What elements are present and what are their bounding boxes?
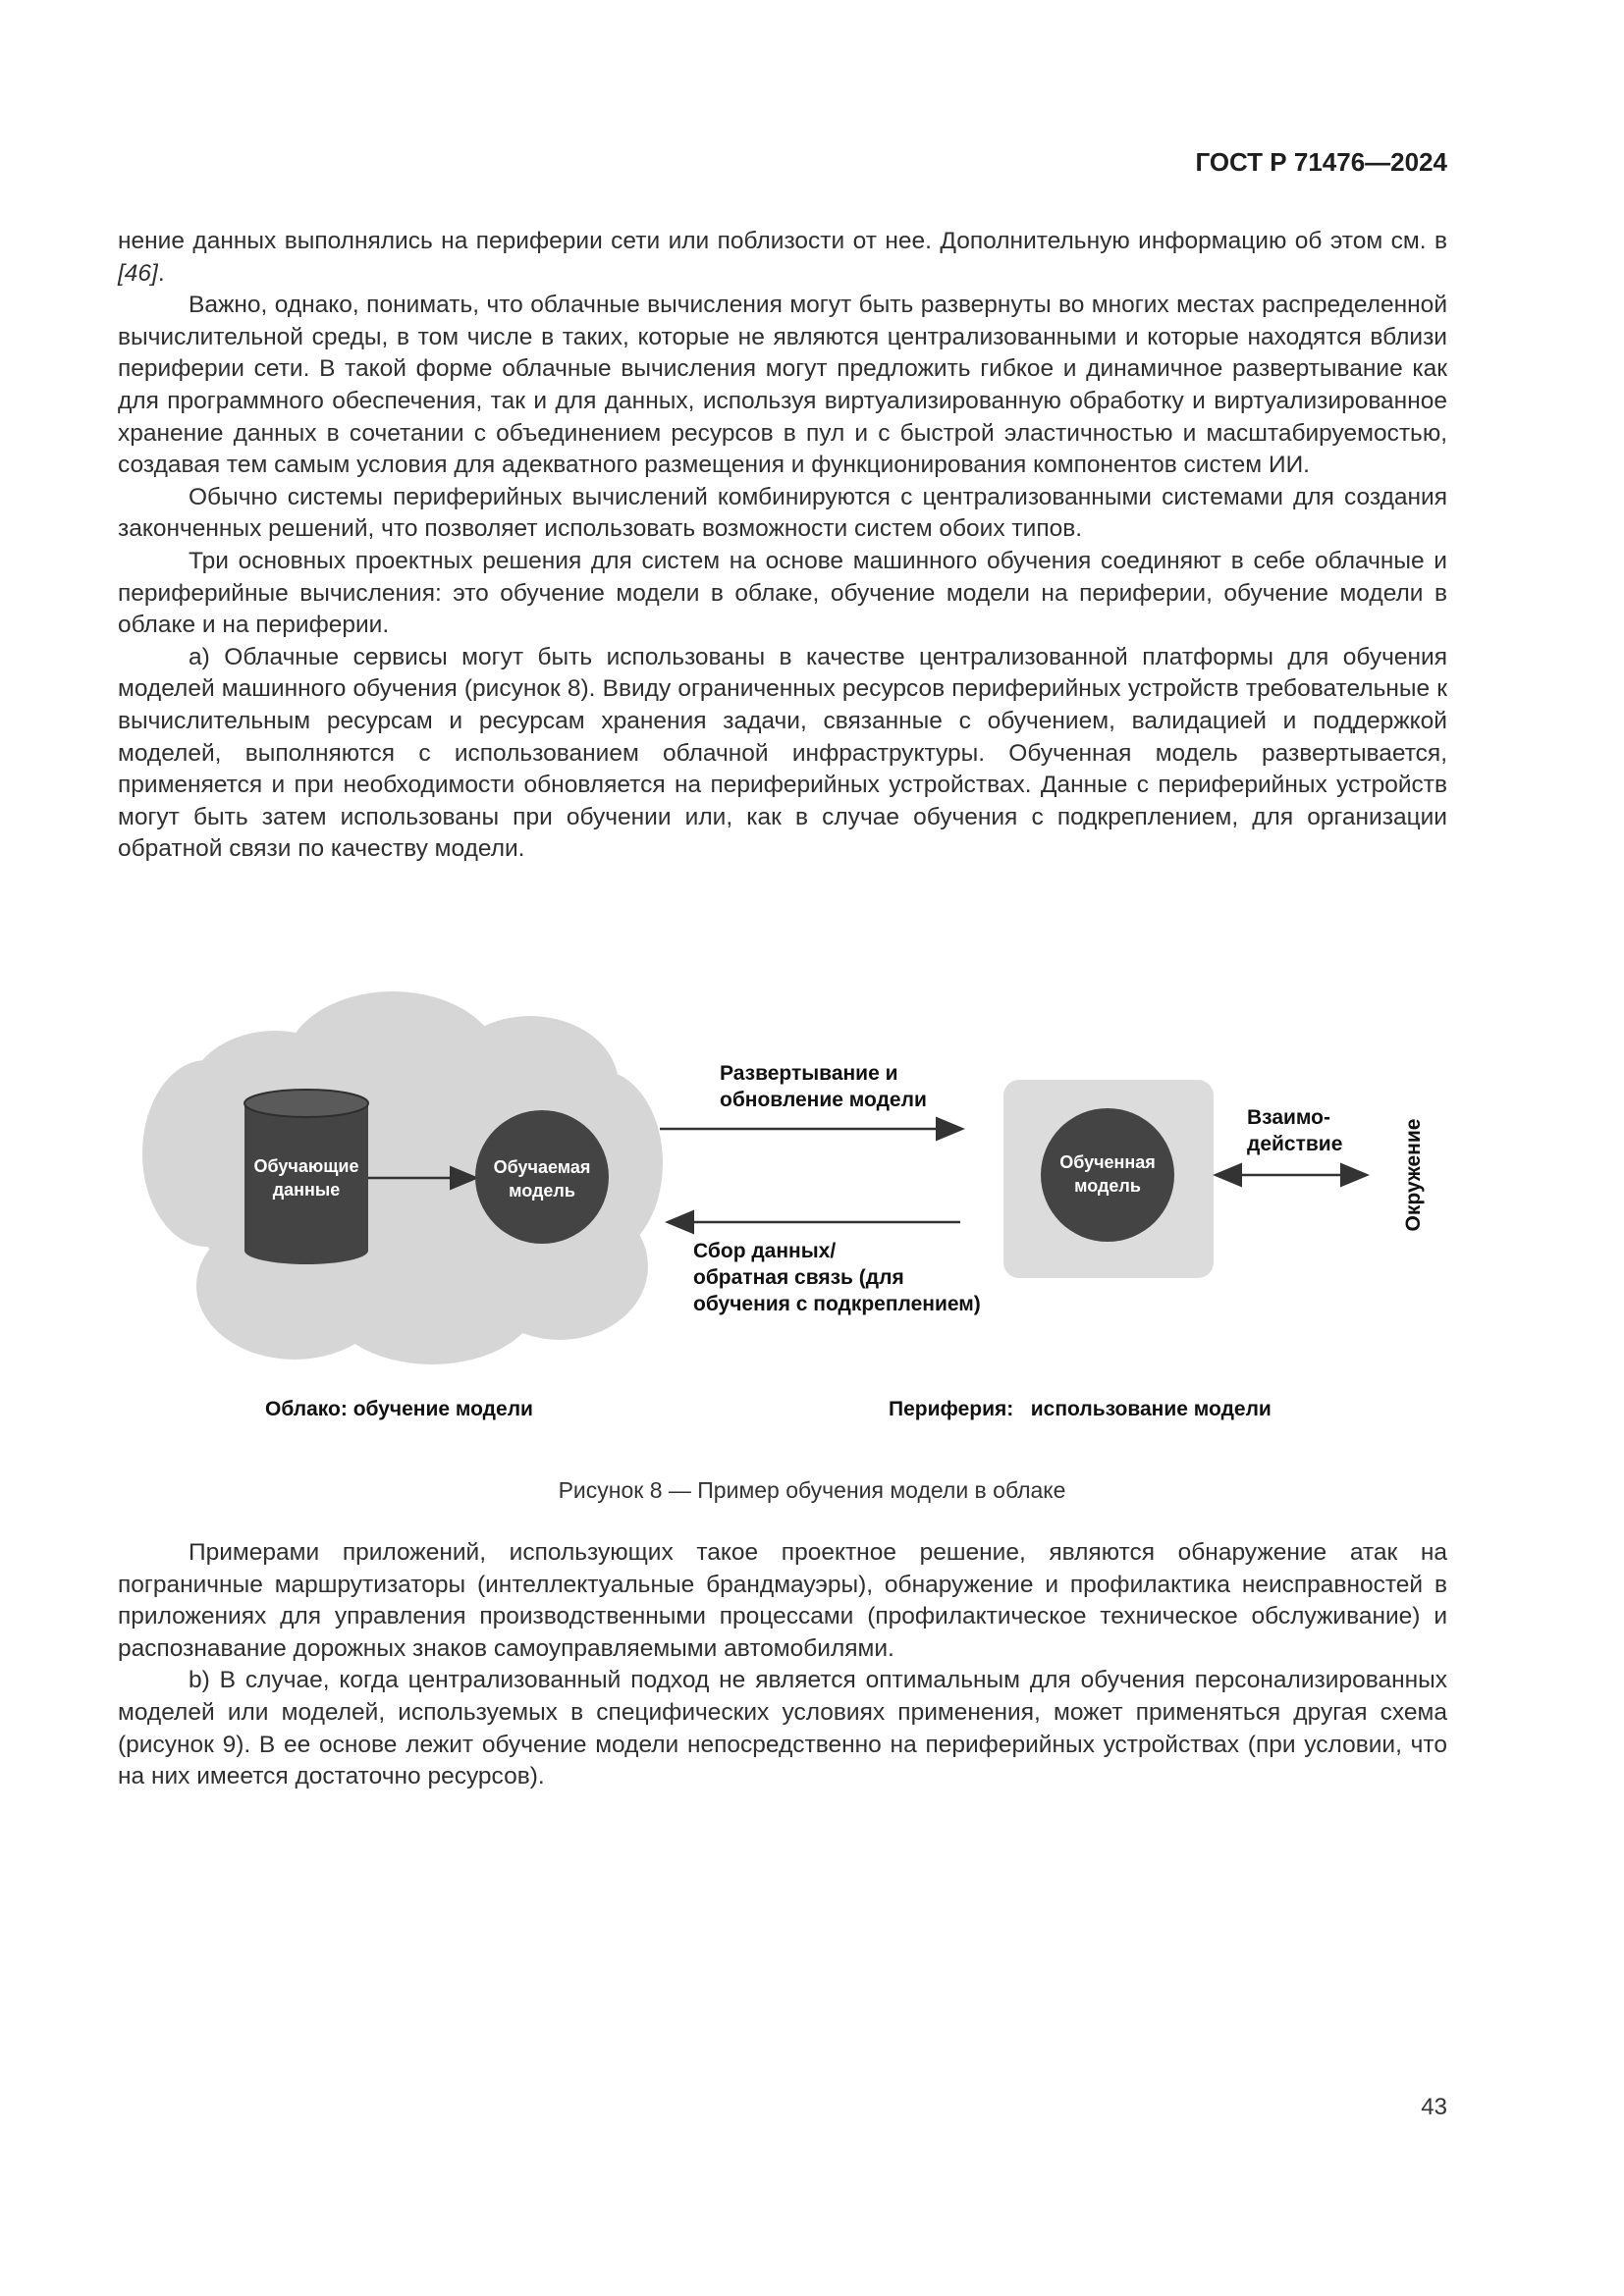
training-data-cylinder: [244, 1090, 368, 1264]
paragraph: a) Облачные сервисы могут быть использованы в качестве централизованной платформы для обучения моделей машинного обучения (рисунок 8). Ввиду ограниченных ресурсов периферийных устройств требовательные к вычислительным ресурсам и ресурсам хранения задачи, связанные с обучением, валидацией и поддержкой моделей, выполняются с использованием облачной инфраструктуры. Обученная модель развертывается, применяется и при необходимости обновляется на периферийных устройствах. Данные с периферийных устройств могут быть затем использованы при обучении или, как в случае обучения с подкреплением, для организации обратной связи по качеству модели.: [118, 643, 1447, 863]
figure-caption: Рисунок 8 — Пример обучения модели в облаке: [558, 1477, 1066, 1503]
paragraph: Три основных проектных решения для систем на основе машинного обучения соединяют в себе облачные и периферийные вычисления: это обучение модели в облаке, обучение модели на периферии, обучение модели в облаке и на периферии.: [118, 547, 1447, 639]
paragraph: Важно, однако, понимать, что облачные вычисления могут быть развернуты во многих местах распределенной вычислительной среды, в том числе в таких, которые не являются централизованными и которые находятся вблизи периферии сети. В такой форме облачные вычисления могут предложить гибкое и динамичное развертывание как для программного обеспечения, так и для данных, используя виртуализированную обработку и виртуализированное хранение данных в сочетании с объединением ресурсов в пул и с быстрой эластичностью и масштабируемостью, создавая тем самым условия для адекватного размещения и функционирования компонентов систем ИИ.: [118, 292, 1447, 479]
body-text-bottom: [118, 1537, 1447, 1793]
page-number: 43: [1421, 2094, 1447, 2120]
feedback-label: Сбор данных/: [693, 1240, 837, 1262]
document-id: ГОСТ Р 71476—2024: [1195, 147, 1447, 177]
paragraph: Примерами приложений, использующих такое проектное решение, являются обнаружение атак на пограничные маршрутизаторы (интеллектуальные брандмауэры), обнаружение и профилактика неисправностей в приложениях для управления производственными процессами (профилактическое техническое обслуживание) и распознавание дорожных знаков самоуправляемыми автомобилями.: [118, 1539, 1447, 1662]
environment-label: Окружение: [1402, 1118, 1425, 1232]
deployed-model-label: модель: [1074, 1176, 1141, 1196]
paragraph: b) В случае, когда централизованный подход не является оптимальным для обучения персонализированных моделей или моделей, используемых в специфических условиях применения, может применяться другая схема (рисунок 9). В ее основе лежит обучение модели непосредственно на периферийных устройствах (при условии, что на них имеется достаточно ресурсов).: [118, 1667, 1447, 1790]
figure-8-diagram: [137, 982, 1453, 1443]
interaction-label: действие: [1247, 1133, 1343, 1155]
feedback-label: обучения с подкреплением): [693, 1293, 981, 1315]
cloud-caption: Облако: обучение модели: [265, 1398, 533, 1420]
training-model-label: Обучаемая: [493, 1157, 591, 1177]
reference-link[interactable]: [46]: [118, 259, 158, 287]
training-model-node: [475, 1110, 609, 1244]
training-model-label: модель: [509, 1181, 575, 1201]
body-text-top: [118, 226, 1447, 866]
training-data-label: данные: [272, 1180, 341, 1200]
deployed-model-label: Обученная: [1059, 1152, 1156, 1172]
deployed-model-node: [1041, 1108, 1174, 1242]
feedback-label: обратная связь (для: [693, 1266, 904, 1289]
deploy-label: обновление модели: [720, 1089, 927, 1111]
deploy-label: Развертывание и: [720, 1062, 898, 1085]
edge-caption: Периферия: использование модели: [889, 1398, 1272, 1420]
training-data-label: Обучающие: [253, 1156, 359, 1176]
paragraph: Обычно системы периферийных вычислений комбинируются с централизованными системами для создания законченных решений, что позволяет использовать возможности систем обоих типов.: [118, 483, 1447, 543]
paragraph: нение данных выполнялись на периферии сети или поблизости от нее. Дополнительную информацию об этом см. в [46].: [118, 228, 1447, 287]
interaction-label: Взаимо-: [1247, 1106, 1330, 1129]
